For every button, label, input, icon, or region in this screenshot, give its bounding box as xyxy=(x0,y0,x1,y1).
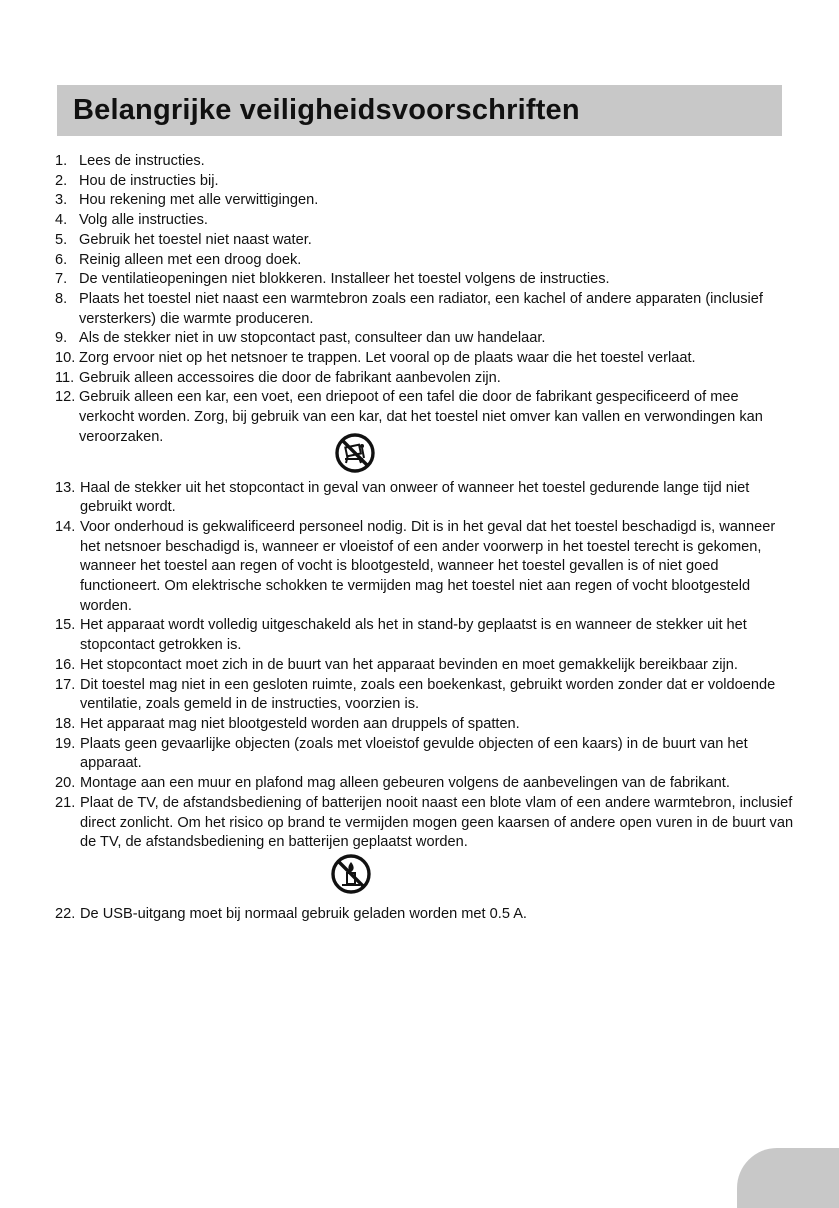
item-number: 21. xyxy=(55,794,76,811)
list-item xyxy=(55,349,795,369)
item-text: Zorg ervoor niet op het netsnoer te trappen. Let vooral op de plaats waar die het toestel verlaat. xyxy=(79,350,696,367)
item-text: Lees de instructies. xyxy=(79,153,205,169)
list-item xyxy=(55,794,795,853)
list-item xyxy=(55,251,795,271)
item-text: Gebruik het toestel niet naast water. xyxy=(79,231,312,248)
safety-instructions-list xyxy=(55,152,795,925)
item-text: Hou rekening met alle verwittigingen. xyxy=(79,192,319,209)
page-corner-tab xyxy=(737,1148,839,1208)
item-number: 18. xyxy=(55,715,76,732)
item-text: Dit toestel mag niet in een gesloten ruimte, zoals een boekenkast, gebruikt worden zonder dat er voldoende ventilatie, zoals gemeld in de instructies, voorzien is. xyxy=(80,676,776,713)
item-number: 10. xyxy=(55,350,76,367)
item-number: 9. xyxy=(55,330,68,347)
list-item xyxy=(55,290,795,329)
item-text: Gebruik alleen een kar, een voet, een driepoot of een tafel die door de fabrikant gespecificeerd of mee verkocht worden. Zorg, bij gebruik van een kar, dat het toestel niet omver kan vallen en verwondingen kan veroorzaken. xyxy=(79,389,763,445)
title-bar xyxy=(57,85,782,136)
list-item xyxy=(55,656,795,676)
item-text: Reinig alleen met een droog doek. xyxy=(79,251,302,268)
item-number: 6. xyxy=(55,251,68,268)
list-item xyxy=(55,369,795,389)
item-number: 4. xyxy=(55,212,68,229)
cart-tip-over-warning-icon xyxy=(334,432,376,474)
item-number: 2. xyxy=(55,172,68,189)
item-number: 13. xyxy=(55,479,76,496)
list-item xyxy=(55,231,795,251)
item-text: De ventilatieopeningen niet blokkeren. Installeer het toestel volgens de instructies. xyxy=(79,271,610,288)
item-number: 8. xyxy=(55,290,68,307)
item-number: 17. xyxy=(55,676,76,693)
item-text: Plaats geen gevaarlijke objecten (zoals met vloeistof gevulde objecten of een kaars) in de buurt van het apparaat. xyxy=(80,735,748,772)
item-number: 22. xyxy=(55,905,76,922)
cart-warning-row xyxy=(55,448,795,479)
list-item xyxy=(55,676,795,715)
item-number: 20. xyxy=(55,775,76,792)
list-item xyxy=(55,774,795,794)
item-number: 19. xyxy=(55,735,76,752)
list-item xyxy=(55,388,795,447)
item-text: Haal de stekker uit het stopcontact in geval van onweer of wanneer het toestel gedurende lange tijd niet gebruikt wordt. xyxy=(80,479,750,516)
item-number: 5. xyxy=(55,231,68,248)
item-text: Als de stekker niet in uw stopcontact past, consulteer dan uw handelaar. xyxy=(79,330,546,347)
item-text: Montage aan een muur en plafond mag alleen gebeuren volgens de aanbevelingen van de fabrikant. xyxy=(80,775,730,792)
item-text: Hou de instructies bij. xyxy=(79,172,219,189)
item-text: Gebruik alleen accessoires die door de fabrikant aanbevolen zijn. xyxy=(79,369,501,386)
list-item xyxy=(55,329,795,349)
list-item xyxy=(55,270,795,290)
list-item xyxy=(55,172,795,192)
list-item xyxy=(55,211,795,231)
list-item xyxy=(55,479,795,518)
item-text: De USB-uitgang moet bij normaal gebruik geladen worden met 0.5 A. xyxy=(80,905,527,922)
list-item xyxy=(55,715,795,735)
item-text: Het stopcontact moet zich in de buurt van het apparaat bevinden en moet gemakkelijk bereikbaar zijn. xyxy=(80,656,738,673)
item-text: Plaats het toestel niet naast een warmtebron zoals een radiator, een kachel of andere apparaten (inclusief versterkers) die warmte produceren. xyxy=(79,290,763,327)
list-item xyxy=(55,191,795,211)
item-number: 15. xyxy=(55,617,76,634)
list-item xyxy=(55,735,795,774)
list-item xyxy=(55,152,795,172)
item-number: 12. xyxy=(55,389,76,406)
item-number: 14. xyxy=(55,518,76,535)
list-item xyxy=(55,518,795,617)
item-number: 11. xyxy=(55,369,75,386)
page-title: Belangrijke veiligheidsvoorschriften xyxy=(73,94,580,126)
item-number: 16. xyxy=(55,656,76,673)
item-text: Het apparaat wordt volledig uitgeschakeld als het in stand-by geplaatst is en wanneer de stekker uit het stopcontact getrokken is. xyxy=(80,617,747,654)
item-text: Het apparaat mag niet blootgesteld worden aan druppels of spatten. xyxy=(80,715,520,732)
item-text: Volg alle instructies. xyxy=(79,212,208,229)
item-number: 1. xyxy=(55,153,68,169)
flame-warning-row xyxy=(55,853,795,905)
list-item xyxy=(55,616,795,655)
item-number: 3. xyxy=(55,192,68,209)
item-number: 7. xyxy=(55,271,68,288)
item-text: Plaat de TV, de afstandsbediening of batterijen nooit naast een blote vlam of een andere warmtebron, inclusief direct zonlicht. Om het risico op brand te vermijden mogen geen kaarsen of andere open vuren in de buurt van de TV, de afstandsbediening en batterijen geplaatst worden. xyxy=(80,794,794,851)
item-text: Voor onderhoud is gekwalificeerd personeel nodig. Dit is in het geval dat het toestel beschadigd is, wanneer het netsnoer beschadigd is, wanneer er vloeistof of een ander voorwerp in het toestel terecht is gekomen, wanneer het toestel aan regen of vocht is blootgesteld, wanneer het toestel gevallen is of niet goed functioneert. Om elektrische schokken te vermijden mag het toestel niet aan regen of vocht blootgesteld worden. xyxy=(80,518,776,614)
list-item xyxy=(55,905,795,925)
no-open-flame-icon xyxy=(330,853,372,895)
